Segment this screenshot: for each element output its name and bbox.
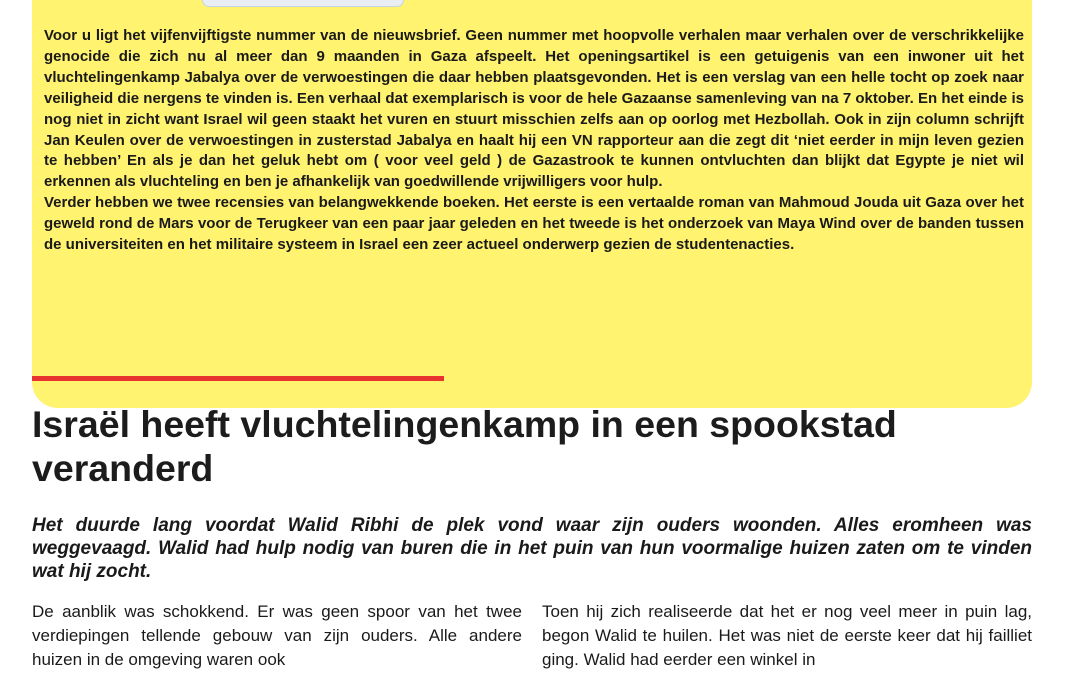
- article-column-right: Toen hij zich realiseerde dat het er nog veel meer in puin lag, begon Walid te huilen. Het was niet de eerste keer dat hij failliet ging. Walid had eerder een winkel in: [542, 602, 1032, 669]
- section-divider: [32, 376, 444, 381]
- logo-edge: [202, 0, 404, 7]
- article-column-left: De aanblik was schokkend. Er was geen spoor van het twee verdiepingen tellende gebouw van zijn ouders. Alle andere huizen in de omgeving waren ook: [32, 602, 522, 669]
- intro-text: [44, 26, 1024, 256]
- intro-paragraph-2: Verder hebben we twee recensies van belangwekkende boeken. Het eerste is een vertaalde roman van Mahmoud Jouda uit Gaza over het geweld rond de Mars voor de Terugkeer van een paar jaar geleden en het tweede is het onderzoek van Maya Wind over de banden tussen de universiteiten en het militaire systeem in Israel een zeer actueel onderwerp gezien de studentenacties.: [44, 194, 1024, 254]
- intro-paragraph-1: Voor u ligt het vijfenvijftigste nummer van de nieuwsbrief. Geen nummer met hoopvolle verhalen maar verhalen over de verschrikkelijke genocide die zich nu al meer dan 9 maanden in Gaza afspeelt. Het openingsartikel is een getuigenis van een inwoner uit het vluchtelingenkamp Jabalya over de verwoestingen die daar hebben plaatsgevonden. Het is een verslag van een helle tocht op zoek naar veiligheid die nergens te vinden is. Een verhaal dat exemplarisch is voor de hele Gazaanse samenleving van na 7 oktober. En het einde is nog niet in zicht want Israel wil geen staakt het vuren en stuurt misschien zelfs aan op oorlog met Hezbollah. Ook in zijn column schrijft Jan Keulen over de verwoestingen in zusterstad Jabalya en haalt hij een VN rapporteur aan die zegt dit ‘niet eerder in mijn leven gezien te hebben’ En als je dan het geluk hebt om ( voor veel geld ) de Gazastrook te kunnen ontvluchten dan blijkt dat Egypte je niet wil erkennen als vluchteling en ben je afhankelijk van goedwillende vrijwilligers voor hulp.: [44, 27, 1024, 191]
- intro-box: [32, 0, 1032, 408]
- article-headline: Israël heeft vluchtelingenkamp in een spookstad veranderd: [32, 403, 897, 489]
- article-lede: Het duurde lang voordat Walid Ribhi de plek vond waar zijn ouders woonden. Alles eromheen was weggevaagd. Walid had hulp nodig van buren die in het puin van hun voormalige huizen zaten om te vinden wat hij zocht.: [32, 515, 1032, 582]
